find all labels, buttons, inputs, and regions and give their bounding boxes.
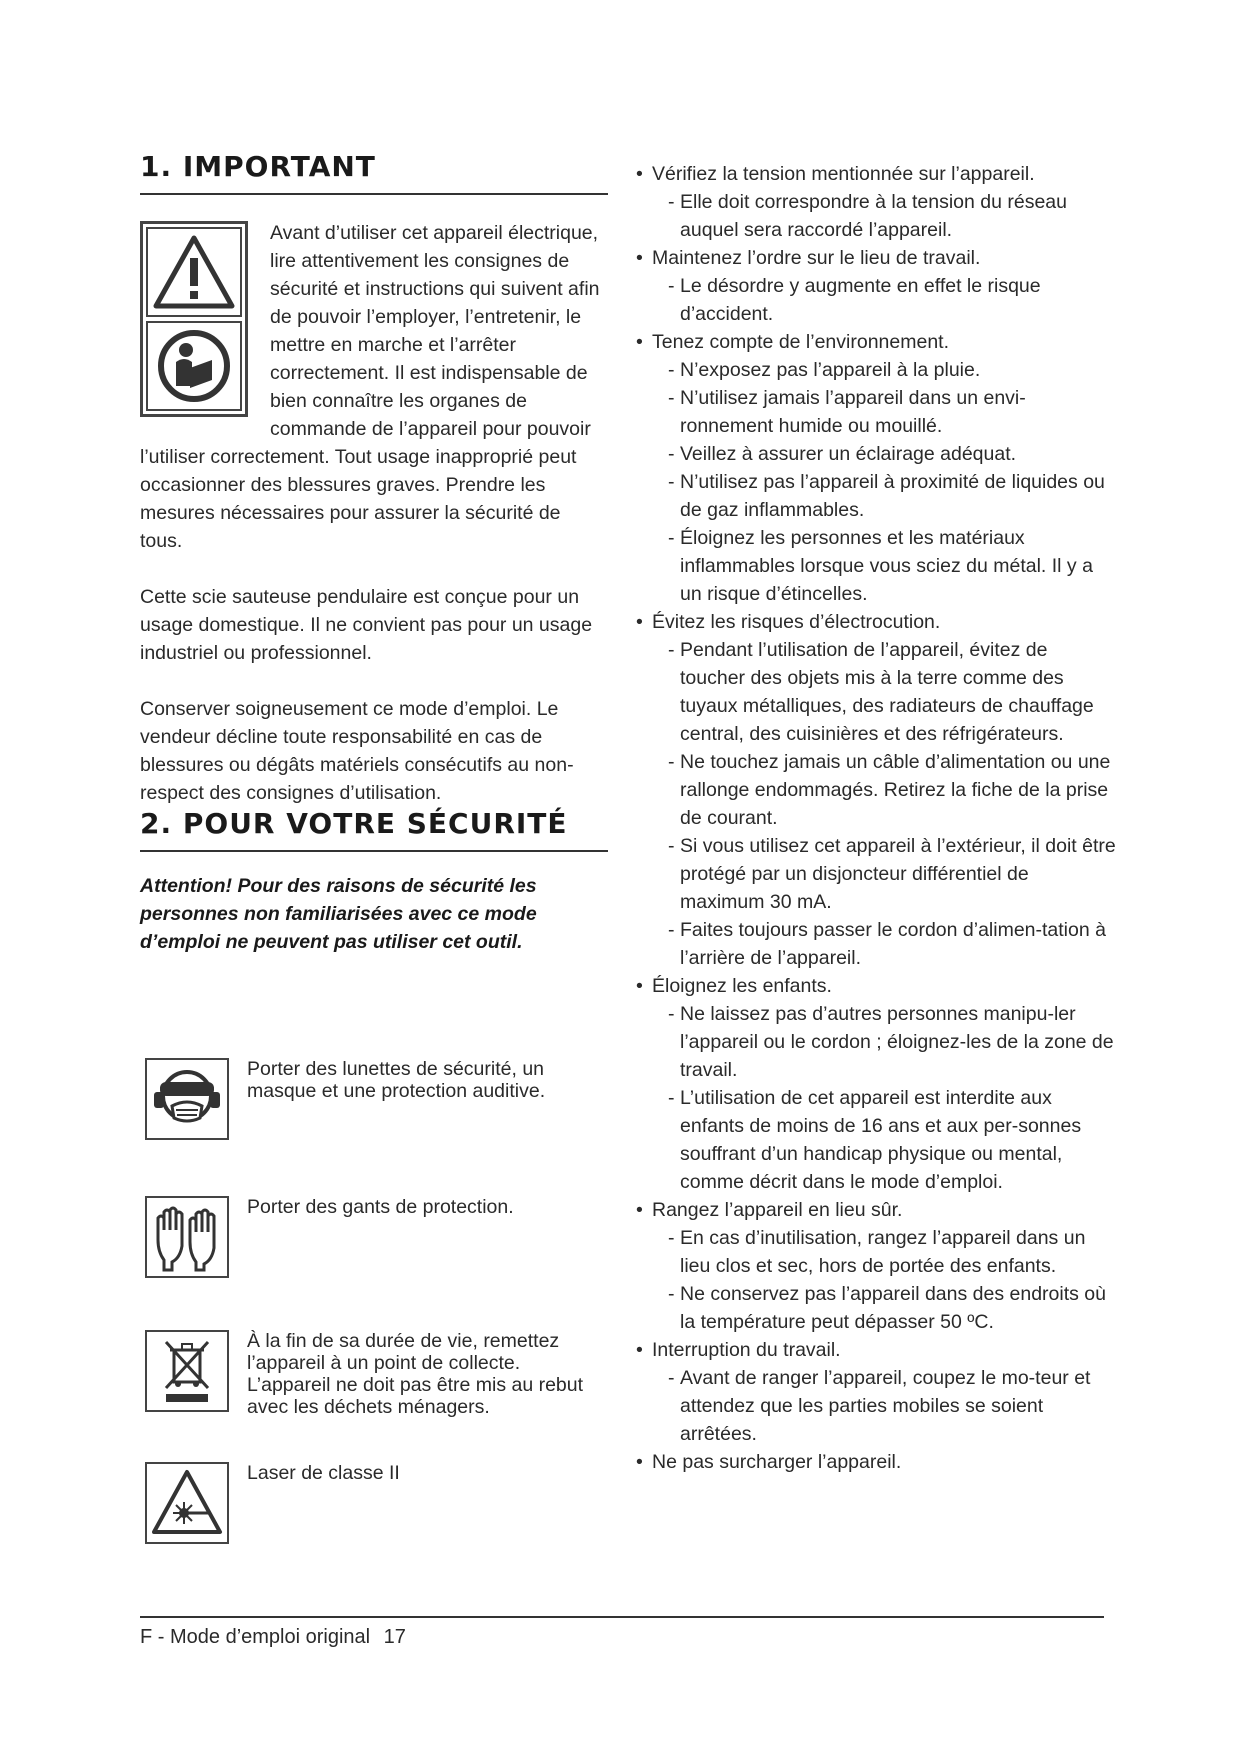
footer-text: F - Mode d’emploi original [140, 1626, 371, 1648]
warning-triangle-icon [146, 227, 242, 317]
sub-item: - Veillez à assurer un éclairage adéquat. [652, 440, 1116, 468]
footer-divider [140, 1616, 1104, 1618]
bullet-text: Éloignez les enfants. [652, 975, 832, 997]
bullet-text: Ne pas surcharger l’appareil. [652, 1451, 902, 1473]
symbol-text: Laser de classe II [247, 1462, 400, 1484]
list-item [636, 328, 1116, 608]
sub-item: - En cas d’inutilisation, rangez l’appareil dans un lieu clos et sec, hors de portée des enfants. [652, 1224, 1116, 1280]
list-item [636, 1336, 1116, 1448]
right-column [636, 160, 1116, 1476]
sub-item: - Faites toujours passer le cordon d’alimen-tation à l’arrière de l’appareil. [652, 916, 1116, 972]
sub-item: - Ne laissez pas d’autres personnes manipu-ler l’appareil ou le cordon ; éloignez-les de la zone de travail. [652, 1000, 1116, 1084]
bullet-text: Maintenez l’ordre sur le lieu de travail. [652, 247, 981, 269]
sub-item: - Ne conservez pas l’appareil dans des endroits où la température peut dépasser 50 ºC. [652, 1280, 1116, 1336]
page-footer [140, 1626, 406, 1649]
sub-item: - Pendant l’utilisation de l’appareil, évitez de toucher des objets mis à la terre comme des tuyaux métalliques, des radiateurs de chauffage central, des cuisinières et des réfrigérateurs. [652, 636, 1116, 748]
list-item [636, 608, 1116, 972]
section-2-title: 2. POUR VOTRE SÉCURITÉ [140, 807, 608, 852]
list-item [636, 1448, 1116, 1476]
bullet-text: Interruption du travail. [652, 1339, 841, 1361]
list-item [636, 160, 1116, 244]
symbol-row [145, 1058, 607, 1140]
attention-warning: Attention! Pour des raisons de sécurité les personnes non familiarisées avec ce mode d’emploi ne peuvent pas utiliser cet outil. [140, 875, 537, 953]
bullet-text: Rangez l’appareil en lieu sûr. [652, 1199, 903, 1221]
symbol-text: Porter des gants de protection. [247, 1196, 514, 1218]
symbol-row [145, 1196, 607, 1278]
sub-item: - L’utilisation de cet appareil est interdite aux enfants de moins de 16 ans et aux per-sonnes souffrant d’un handicap physique ou mental, comme décrit dans le mode d’emploi. [652, 1084, 1116, 1196]
gloves-icon [145, 1196, 229, 1278]
safety-list [636, 160, 1116, 1476]
list-item [636, 244, 1116, 328]
list-item [636, 1196, 1116, 1336]
sub-item: - Éloignez les personnes et les matériaux inflammables lorsque vous sciez du métal. Il y a un risque d’étincelles. [652, 524, 1116, 608]
bullet-text: Évitez les risques d’électrocution. [652, 611, 941, 633]
sub-item: - Ne touchez jamais un câble d’alimentation ou une rallonge endommagés. Retirez la fiche de la prise de courant. [652, 748, 1116, 832]
read-manual-icon [146, 321, 242, 411]
face-protection-icon [145, 1058, 229, 1140]
list-item [636, 972, 1116, 1196]
symbol-row [145, 1330, 607, 1418]
sub-item: - Si vous utilisez cet appareil à l’extérieur, il doit être protégé par un disjoncteur différentiel de maximum 30 mA. [652, 832, 1116, 916]
laser-warning-icon [145, 1462, 229, 1544]
sub-item: - Le désordre y augmente en effet le risque d’accident. [652, 272, 1116, 328]
sub-item: - N’utilisez pas l’appareil à proximité de liquides ou de gaz inflammables. [652, 468, 1116, 524]
sub-item: - Avant de ranger l’appareil, coupez le mo-teur et attendez que les parties mobiles se soient arrêtées. [652, 1364, 1116, 1448]
left-column [140, 150, 608, 976]
intro-block [140, 219, 608, 555]
usage-paragraph: Cette scie sauteuse pendulaire est conçue pour un usage domestique. Il ne convient pas pour un usage industriel ou professionnel. [140, 586, 593, 664]
section-1-title: 1. IMPORTANT [140, 150, 608, 195]
bullet-text: Vérifiez la tension mentionnée sur l’appareil. [652, 163, 1035, 185]
warning-symbol-box [140, 221, 248, 417]
bullet-text: Tenez compte de l’environnement. [652, 331, 950, 353]
symbol-text: À la fin de sa durée de vie, remettez l’appareil à un point de collecte. L’appareil ne doit pas être mis au rebut avec les déchets ménagers. [247, 1330, 584, 1418]
weee-bin-icon [145, 1330, 229, 1412]
symbol-row [145, 1462, 607, 1544]
sub-item: - N’utilisez jamais l’appareil dans un envi-ronnement humide ou mouillé. [652, 384, 1116, 440]
manual-paragraph: Conserver soigneusement ce mode d’emploi. Le vendeur décline toute responsabilité en cas de blessures ou dégâts matériels consécutifs au non-respect des consignes d’utilisation. [140, 698, 574, 804]
intro-text: Avant d’utiliser cet appareil électrique, lire attentivement les consignes de sécurité et instructions qui suivent afin de pouvoir l’employer, l’entretenir, le mettre en marche et l’arrêter correctement. Il est indispensable de bien connaître les organes de commande de l’appareil pour pouvoir l’utiliser correctement. Tout usage inapproprié peut occasionner des blessures graves. Prendre les mesures nécessaires pour assurer la sécurité de tous. [140, 222, 600, 552]
sub-item: - N’exposez pas l’appareil à la pluie. [652, 356, 1116, 384]
symbol-text: Porter des lunettes de sécurité, un masque et une protection auditive. [247, 1058, 546, 1102]
sub-item: - Elle doit correspondre à la tension du réseau auquel sera raccordé l’appareil. [652, 188, 1116, 244]
page-number: 17 [383, 1626, 406, 1648]
